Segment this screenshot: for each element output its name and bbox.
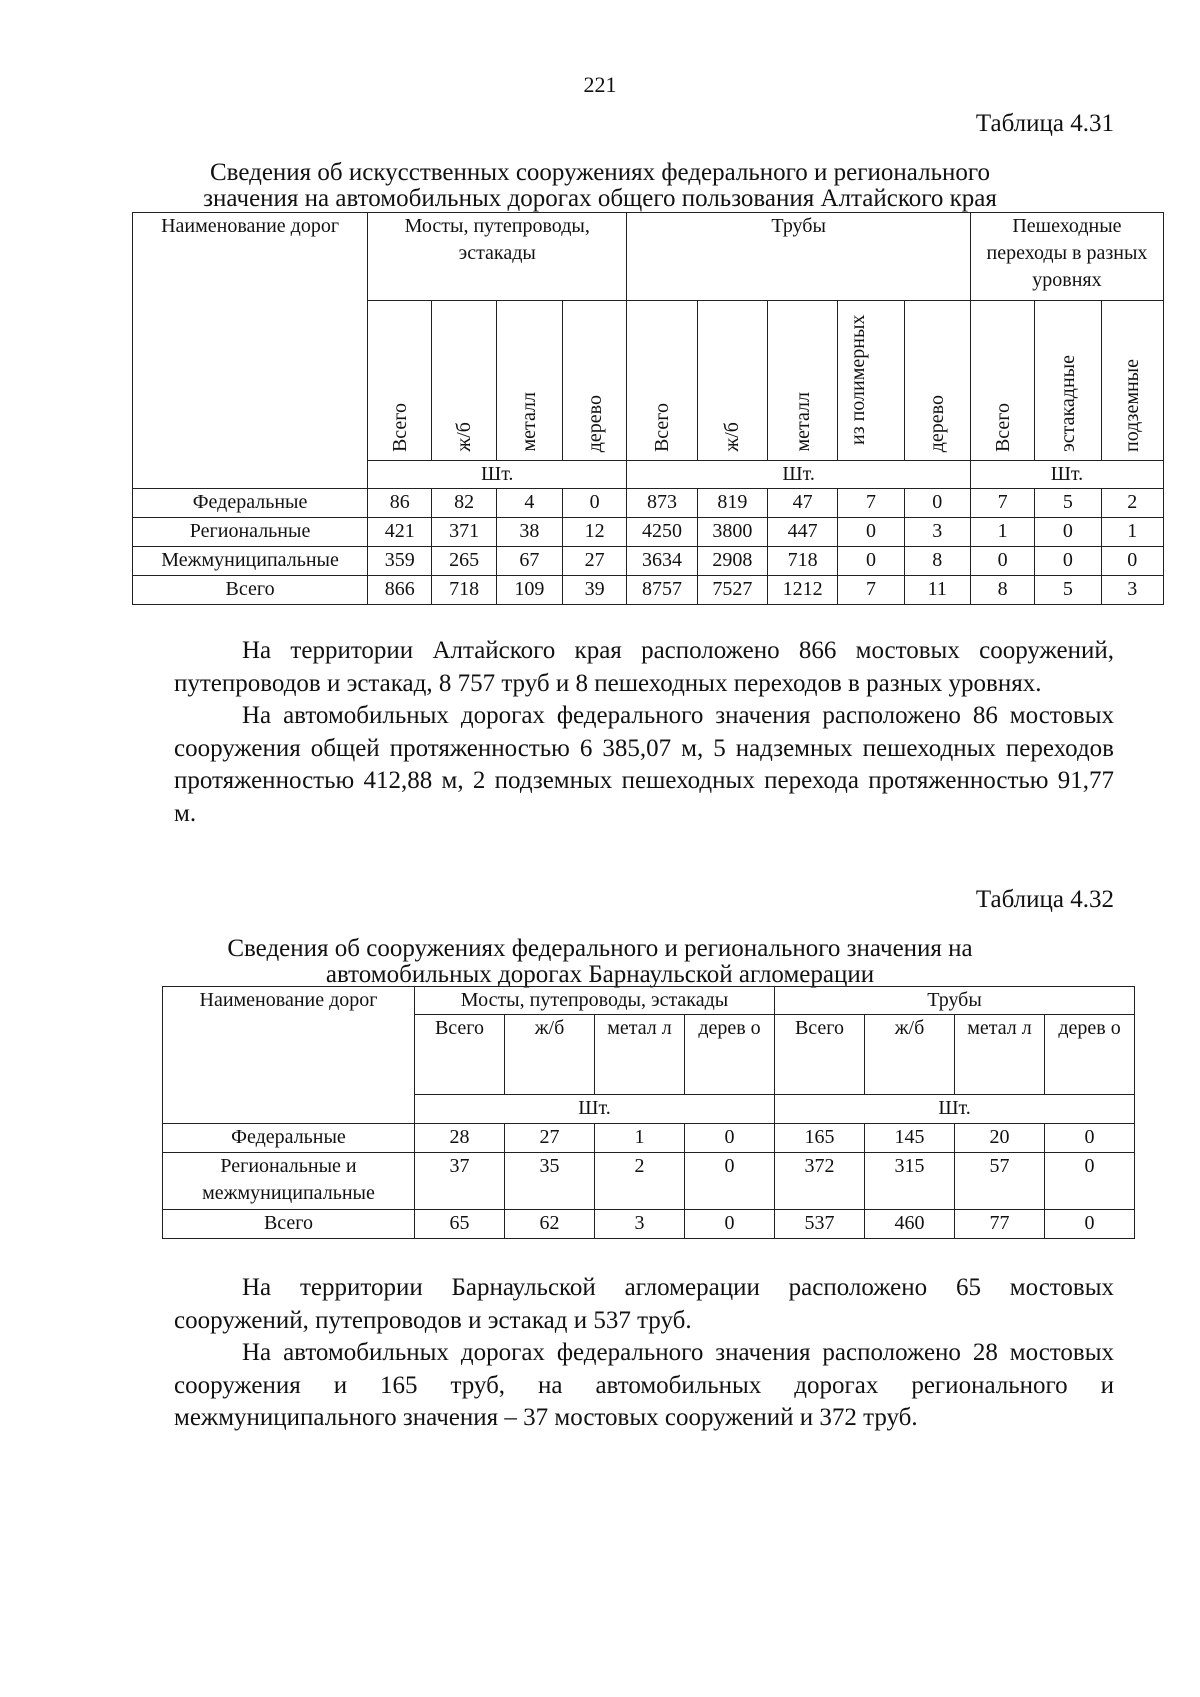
cell: 372 [775, 1153, 865, 1210]
cell: 7 [970, 489, 1034, 518]
cell: 82 [432, 489, 496, 518]
cell: 47 [767, 489, 837, 518]
cell: 5 [1035, 576, 1101, 605]
cell: 3800 [697, 518, 767, 547]
unit-cell: Шт. [368, 461, 627, 489]
cell: 537 [775, 1210, 865, 1239]
col-header: подземные [1101, 301, 1163, 461]
cell: 3 [904, 518, 970, 547]
cell: 86 [368, 489, 432, 518]
header-road-name: Наименование дорог [133, 213, 368, 489]
cell: 165 [775, 1124, 865, 1153]
col-header: Всего [368, 301, 432, 461]
col-header: дерев о [685, 1015, 775, 1095]
table-title: Сведения об искусственных сооружениях федерального и регионального значения на автомобильных дорогах общего пользования Алтайского края [203, 159, 997, 212]
col-header: Всего [415, 1015, 505, 1095]
cell: 4250 [627, 518, 697, 547]
cell: 873 [627, 489, 697, 518]
cell: 37 [415, 1153, 505, 1210]
header-pipes: Трубы [627, 213, 971, 301]
col-header: Всего [627, 301, 697, 461]
paragraph: На автомобильных дорогах федерального значения расположено 86 мостовых сооружения общей протяженностью 6 385,07 м, 5 надземных пешеходных переходов протяженностью 412,88 м, 2 подземных пешеходных перехода протяженностью 91,77 м. [174, 702, 1114, 827]
cell: 1 [1101, 518, 1163, 547]
cell: 0 [970, 547, 1034, 576]
cell: 0 [1045, 1124, 1135, 1153]
cell: 447 [767, 518, 837, 547]
cell: 0 [838, 518, 904, 547]
cell: 12 [563, 518, 627, 547]
row-name: Федеральные [163, 1124, 415, 1153]
cell: 8 [904, 547, 970, 576]
paragraph: На территории Барнаульской агломерации расположено 65 мостовых сооружений, путепроводов и эстакад и 537 труб. [174, 1274, 1114, 1334]
cell: 0 [685, 1153, 775, 1210]
cell: 4 [496, 489, 562, 518]
cell: 1212 [767, 576, 837, 605]
cell: 27 [563, 547, 627, 576]
table-row [163, 1124, 1135, 1153]
col-header: эстакадные [1035, 301, 1101, 461]
cell: 0 [685, 1210, 775, 1239]
cell: 5 [1035, 489, 1101, 518]
paragraph: На автомобильных дорогах федерального значения расположено 28 мостовых сооружения и 165 труб, на автомобильных дорогах регионального и межмуниципального значения – 37 мостовых сооружений и 372 труб. [174, 1339, 1114, 1431]
cell: 0 [563, 489, 627, 518]
paragraph: На территории Алтайского края расположено 866 мостовых сооружений, путепроводов и эстакад, 8 757 труб и 8 пешеходных переходов в разных уровнях. [174, 637, 1114, 697]
table-4-31 [132, 212, 1164, 605]
cell: 38 [496, 518, 562, 547]
cell: 65 [415, 1210, 505, 1239]
col-header: метал л [955, 1015, 1045, 1095]
col-header: ж/б [505, 1015, 595, 1095]
row-name: Региональные [133, 518, 368, 547]
table-row [133, 489, 1164, 518]
cell: 0 [1035, 547, 1101, 576]
col-header: дерев о [1045, 1015, 1135, 1095]
cell: 0 [1045, 1210, 1135, 1239]
cell: 1 [595, 1124, 685, 1153]
cell: 7 [838, 489, 904, 518]
col-header: метал л [595, 1015, 685, 1095]
row-name: Межмуниципальные [133, 547, 368, 576]
page-number: 221 [583, 72, 617, 97]
unit-cell: Шт. [775, 1095, 1135, 1124]
col-header: Всего [970, 301, 1034, 461]
col-header: металл [496, 301, 562, 461]
unit-cell: Шт. [970, 461, 1163, 489]
header-road-name: Наименование дорог [163, 987, 415, 1124]
cell: 265 [432, 547, 496, 576]
col-header: Всего [775, 1015, 865, 1095]
table-title: Сведения об сооружениях федерального и регионального значения на автомобильных дорогах Барнаульской агломерации [227, 935, 973, 988]
cell: 77 [955, 1210, 1045, 1239]
table-4-32 [162, 986, 1135, 1239]
cell: 460 [865, 1210, 955, 1239]
cell: 8 [970, 576, 1034, 605]
col-header: дерево [904, 301, 970, 461]
row-name: Региональные и межмуниципальные [163, 1153, 415, 1210]
col-header: из полимерных [838, 301, 904, 461]
cell: 819 [697, 489, 767, 518]
cell: 28 [415, 1124, 505, 1153]
col-header: ж/б [865, 1015, 955, 1095]
header-crossings: Пешеходные переходы в разных уровнях [970, 213, 1163, 301]
cell: 3 [595, 1210, 685, 1239]
col-header: металл [767, 301, 837, 461]
cell: 3 [1101, 576, 1163, 605]
row-name: Федеральные [133, 489, 368, 518]
cell: 359 [368, 547, 432, 576]
paragraph-block [174, 1272, 1114, 1435]
cell: 8757 [627, 576, 697, 605]
header-bridges: Мосты, путепроводы, эстакады [368, 213, 627, 301]
cell: 371 [432, 518, 496, 547]
cell: 1 [970, 518, 1034, 547]
table-label: Таблица 4.31 [975, 110, 1114, 137]
cell: 7 [838, 576, 904, 605]
cell: 2 [1101, 489, 1163, 518]
cell: 145 [865, 1124, 955, 1153]
cell: 421 [368, 518, 432, 547]
col-header: дерево [563, 301, 627, 461]
cell: 0 [904, 489, 970, 518]
cell: 315 [865, 1153, 955, 1210]
cell: 11 [904, 576, 970, 605]
cell: 20 [955, 1124, 1045, 1153]
row-name: Всего [163, 1210, 415, 1239]
cell: 0 [1035, 518, 1101, 547]
table-row [163, 1210, 1135, 1239]
cell: 718 [767, 547, 837, 576]
unit-cell: Шт. [627, 461, 971, 489]
cell: 866 [368, 576, 432, 605]
header-bridges: Мосты, путепроводы, эстакады [415, 987, 775, 1015]
cell: 39 [563, 576, 627, 605]
table-row [133, 518, 1164, 547]
cell: 67 [496, 547, 562, 576]
unit-cell: Шт. [415, 1095, 775, 1124]
row-name: Всего [133, 576, 368, 605]
paragraph-block [174, 635, 1114, 830]
cell: 2908 [697, 547, 767, 576]
cell: 62 [505, 1210, 595, 1239]
cell: 0 [1101, 547, 1163, 576]
table-row [163, 1153, 1135, 1210]
table-label: Таблица 4.32 [975, 886, 1114, 913]
table-row [133, 576, 1164, 605]
cell: 0 [1045, 1153, 1135, 1210]
cell: 2 [595, 1153, 685, 1210]
cell: 109 [496, 576, 562, 605]
cell: 7527 [697, 576, 767, 605]
cell: 27 [505, 1124, 595, 1153]
cell: 3634 [627, 547, 697, 576]
col-header: ж/б [697, 301, 767, 461]
col-header: ж/б [432, 301, 496, 461]
header-pipes: Трубы [775, 987, 1135, 1015]
cell: 57 [955, 1153, 1045, 1210]
cell: 0 [838, 547, 904, 576]
table-row [133, 547, 1164, 576]
cell: 0 [685, 1124, 775, 1153]
cell: 35 [505, 1153, 595, 1210]
cell: 718 [432, 576, 496, 605]
